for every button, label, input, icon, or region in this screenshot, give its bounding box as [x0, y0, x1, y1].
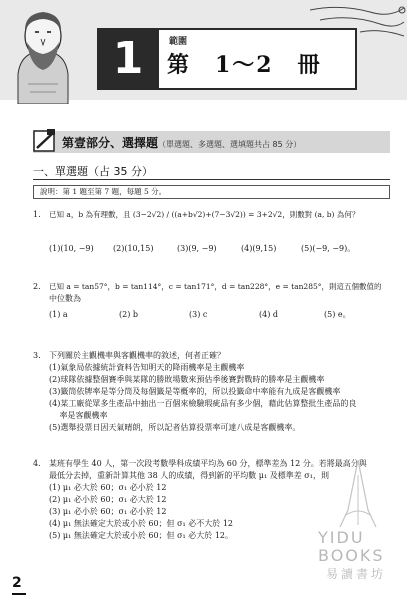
- question-2: [33, 281, 390, 321]
- watermark-text-chinese: 易讀書坊: [326, 567, 387, 581]
- question-number: 2.: [33, 282, 41, 291]
- option-5: (5)(−9, −9)。: [301, 244, 356, 253]
- question-text-line-1: 已知 a = tan57°，b = tan114°，c = tan171°，d = tan228°，e = tan285°，則這五個數值的: [49, 282, 382, 291]
- portrait-illustration: [8, 4, 78, 104]
- question-text-line-2: 中位數為: [49, 294, 81, 303]
- question-number: 4.: [33, 459, 41, 468]
- question-1: [33, 209, 390, 259]
- instruction-box: 說明：第 1 題至第 7 題，每題 5 分。: [33, 185, 390, 199]
- option-3: (3)籤筒依牌率是等分筒及每個籤是等概率的，所以投籤命中率能有九成是客觀機率: [49, 387, 341, 396]
- option-3: (3) μ₁ 必小於 60；σ₁ 必小於 12: [49, 507, 167, 516]
- section-title-main: 第壹部分、選擇題: [62, 136, 159, 150]
- question-text: 已知 a，b 為有理數，且 (3−2√2) / ((a+b√2)+(7−3√2)) = 3+2√2，則數對 (a, b) 為何？: [49, 210, 360, 219]
- option-4: (4) μ₁ 無法確定大於或小於 60；但 σ₁ 必不大於 12: [49, 519, 234, 528]
- option-row: [49, 243, 389, 255]
- option-3: (3) c: [189, 310, 208, 319]
- question-number: 1.: [33, 210, 41, 219]
- section-subtitle: （單選題、多選題、選填題共占 85 分）: [158, 140, 302, 149]
- option-5: (5) μ₁ 無法確定大於或小於 60；但 σ₁ 必大於 12。: [49, 531, 234, 540]
- book-icon: [33, 128, 57, 154]
- question-3: [33, 350, 390, 440]
- chapter-title: 第 1～2 冊: [167, 52, 322, 78]
- option-2: (2) μ₁ 必小於 60；σ₁ 必大於 12: [49, 495, 167, 504]
- option-1: (1) a: [49, 310, 68, 319]
- option-2: (2)(10,15): [113, 244, 154, 253]
- part-divider: [33, 179, 390, 180]
- page-number-underline: [12, 593, 26, 595]
- option-4: (4) d: [259, 310, 278, 319]
- option-1: (1)(10, −9): [49, 244, 94, 253]
- question-text: 下列關於主觀機率與客觀機率的敘述，何者正確？: [49, 351, 225, 360]
- option-4: (4)某工廠從眾多生產品中抽出一百個來檢驗瑕疵品有多少個，藉此估算整批生產品的良: [49, 399, 357, 408]
- chapter-number-box: 1: [97, 28, 159, 90]
- option-1: (1) μ₁ 必大於 60；σ₁ 必小於 12: [49, 483, 167, 492]
- option-4: (4)(9,15): [241, 244, 277, 253]
- option-2: (2) b: [119, 310, 138, 319]
- question-body: [49, 350, 389, 434]
- chapter-header: [0, 0, 407, 112]
- question-text-line-1: 某班有學生 40 人，第一次段考數學科成績平均為 60 分，標準差為 12 分。若將最高分與: [49, 459, 367, 468]
- question-number: 3.: [33, 351, 41, 360]
- section-title: [62, 134, 301, 151]
- watermark-text-yidu: YIDU: [318, 528, 365, 547]
- option-5: (5)選舉投票日因天氣晴朗，所以記者估算投票率可達八成是客觀機率。: [49, 423, 301, 432]
- option-3: (3)(9, −9): [177, 244, 217, 253]
- option-5: (5) e。: [324, 310, 351, 319]
- option-2: (2)球隊依據整個賽季與某隊的勝敗場數來預估季後賽對戰時的勝率是主觀機率: [49, 375, 325, 384]
- watermark-text-books: BOOKS: [318, 546, 385, 565]
- question-body: [49, 209, 389, 255]
- chapter-title-box: [159, 28, 357, 90]
- range-label: 範圍: [169, 37, 188, 47]
- part-title: 一、單選題（占 35 分）: [33, 165, 153, 178]
- question-body: [49, 281, 389, 321]
- option-1: (1)氣象局依據統計資料告知明天的降雨機率是主觀機率: [49, 363, 245, 372]
- option-4-continued: 率是客觀機率: [49, 411, 108, 420]
- page-number: 2: [12, 575, 22, 591]
- option-row: [49, 309, 389, 321]
- question-text-line-2: 最低分去掉，重新計算其他 38 人的成績，得到新的平均數 μ₁ 及標準差 σ₁，則: [49, 471, 329, 480]
